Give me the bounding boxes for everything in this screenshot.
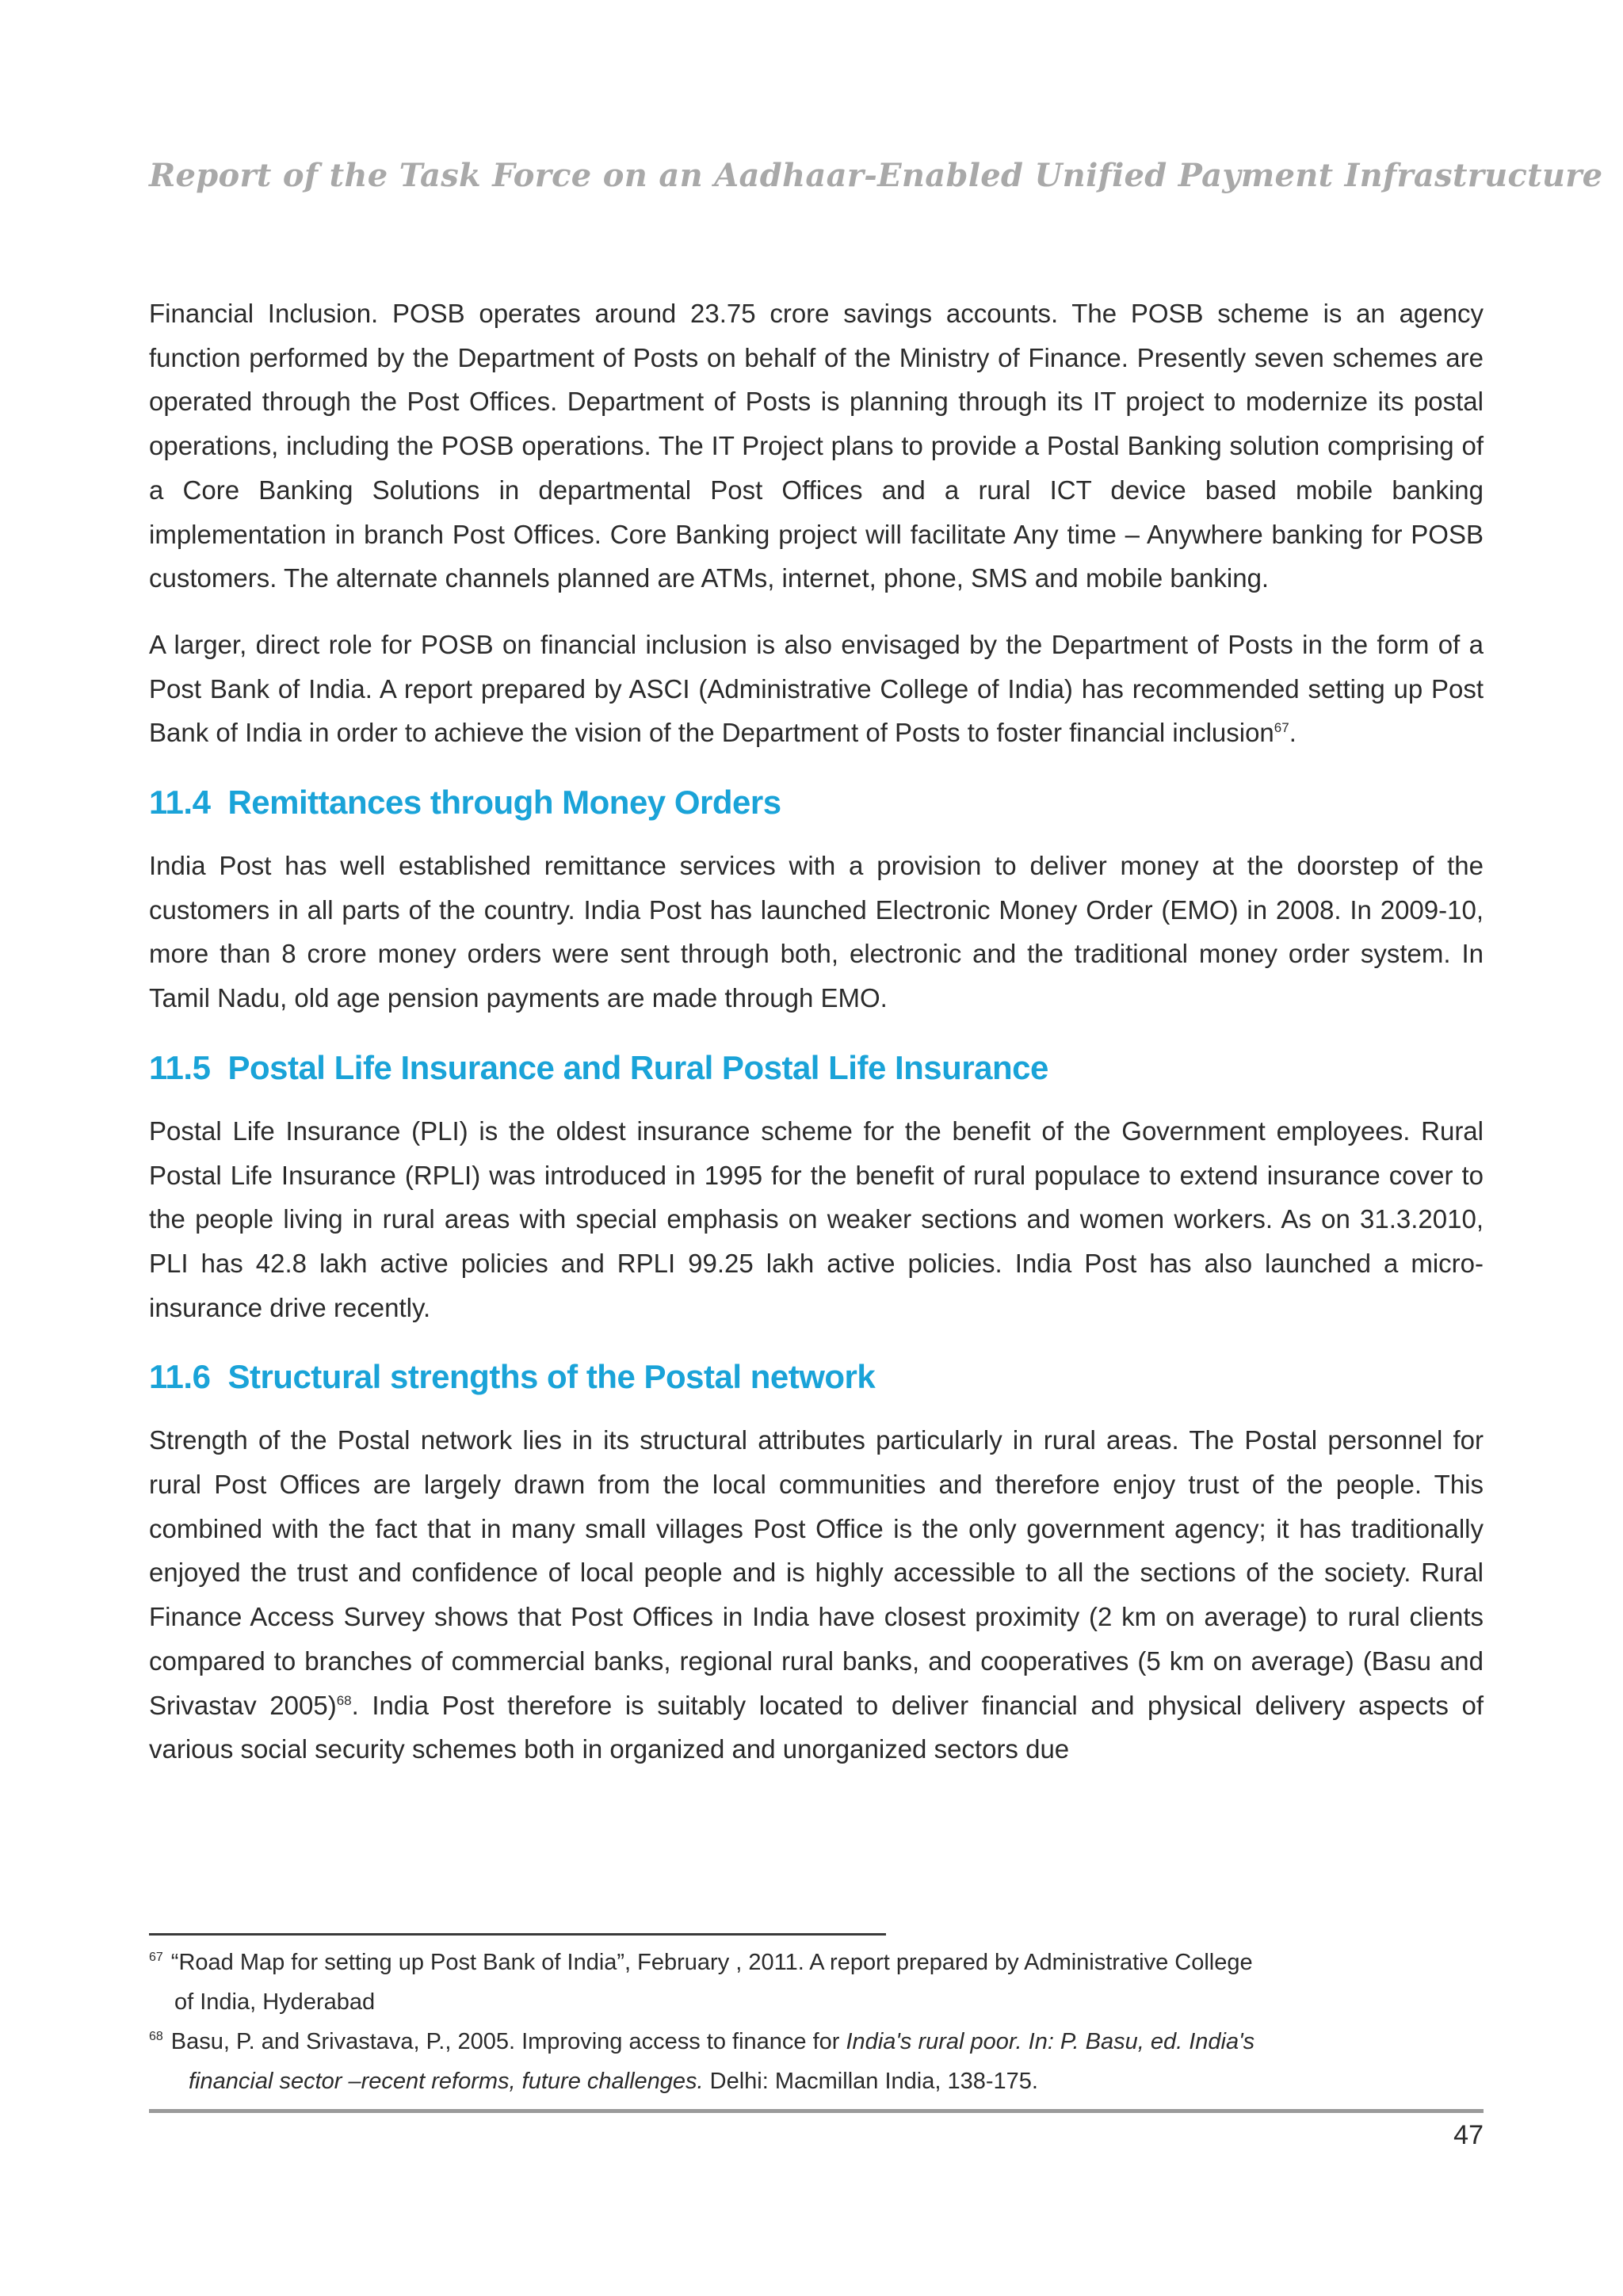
footnote-line (149, 2022, 1484, 2061)
footnote-italic-text: India's rural poor. In: P. Basu, ed. India's (846, 2029, 1255, 2054)
paragraph-post-bank-of-india (149, 623, 1484, 755)
footnote-67 (149, 1943, 1484, 2022)
paragraph-life-insurance: Postal Life Insurance (PLI) is the oldest insurance scheme for the benefit of the Government employees. Rural Postal Life Insurance (RPLI) was introduced in 1995 for the benefit of rural populace to extend insurance cover to the people living in rural areas with special emphasis on weaker sections and women workers. As on 31.3.2010, PLI has 42.8 lakh active policies and RPLI 99.25 lakh active policies. India Post has also launched a micro-insurance drive recently. (149, 1116, 1484, 1322)
footnote-mark: 67 (149, 1951, 163, 1965)
paragraph-text: A larger, direct role for POSB on financial inclusion is also envisaged by the Department of Posts in the form of a Post Bank of India. A report prepared by ASCI (Administrative College of India) has recommended setting up Post Bank of India in order to achieve the vision of the Department of Posts to foster financial inclusion (149, 629, 1484, 748)
paragraph-structural-strengths (149, 1418, 1484, 1772)
paragraph-end: . (1289, 718, 1296, 748)
section-title: Structural strengths of the Postal network (227, 1358, 876, 1396)
footnote-text: Basu, P. and Srivastava, P., 2005. Improving access to finance for (170, 2029, 846, 2054)
section-number: 11.5 (149, 1048, 211, 1086)
running-header: Report of the Task Force on an Aadhaar-Enabled Unified Payment Infrastructure (149, 157, 1603, 194)
section-title: Postal Life Insurance and Rural Postal Life Insurance (227, 1048, 1048, 1086)
section-title: Remittances through Money Orders (227, 784, 781, 822)
footnote-line: of India, Hyderabad (174, 1989, 376, 2015)
footnote-68 (149, 2022, 1484, 2101)
section-number: 11.4 (149, 784, 211, 822)
section-heading-11-6 (149, 1352, 1484, 1402)
footnote-text: “Road Map for setting up Post Bank of India”, February , 2011. A report prepared by Administrative College (170, 1950, 1253, 1975)
section-heading-11-5 (149, 1043, 1484, 1093)
paragraph-posb-operations: Financial Inclusion. POSB operates around 23.75 crore savings accounts. The POSB scheme is an agency function performed by the Department of Posts on behalf of the Ministry of Finance. Presently seven schemes are operated through the Post Offices. Department of Posts is planning through its IT project to modernize its postal operations, including the POSB operations. The IT Project plans to provide a Postal Banking solution comprising of a Core Banking Solutions in departmental Post Offices and a rural ICT device based mobile banking implementation in branch Post Offices. Core Banking project will facilitate Any time – Anywhere banking for POSB customers. The alternate channels planned are ATMs, internet, phone, SMS and mobile banking. (149, 299, 1484, 593)
section-number: 11.6 (149, 1358, 211, 1396)
page-footer-rule (149, 2109, 1484, 2113)
footnote-ref-68[interactable]: 68 (336, 1692, 352, 1708)
paragraph-remittances: India Post has well established remittance services with a provision to deliver money at the doorstep of the customers in all parts of the country. India Post has launched Electronic Money Order (EMO) in 2008. In 2009-10, more than 8 crore money orders were sent through both, electronic and the traditional money order system. In Tamil Nadu, old age pension payments are made through EMO. (149, 851, 1484, 1013)
footnote-line (149, 1943, 1484, 1982)
document-page (149, 0, 1603, 2296)
footnotes (149, 1943, 1484, 2101)
paragraph-text: Strength of the Postal network lies in its structural attributes particularly in rural areas. The Postal personnel for rural Post Offices are largely drawn from the local communities and therefore enjoy trust of the people. This combined with the fact that in many small villages Post Office is the only government agency; it has traditionally enjoyed the trust and confidence of local people and is highly accessible to all the sections of the society. Rural Finance Access Survey shows that Post Offices in India have closest proximity (2 km on average) to rural clients compared to branches of commercial banks, regional rural banks, and cooperatives (5 km on average) (Basu and Srivastav 2005) (149, 1425, 1484, 1720)
footnote-divider (149, 1933, 886, 1936)
paragraph-continued: . India Post therefore is suitably located to deliver financial and physical delivery aspects of various social security schemes both in organized and unorganized sectors due (149, 1690, 1484, 1764)
page-number: 47 (1453, 2120, 1484, 2150)
footnote-line (149, 2061, 1484, 2101)
footnote-ref-67[interactable]: 67 (1274, 720, 1289, 736)
body-text (149, 292, 1484, 1794)
footnote-italic-text: financial sector –recent reforms, future challenges. (189, 2069, 704, 2094)
footnote-text: Delhi: Macmillan India, 138-175. (703, 2069, 1038, 2094)
footnote-mark: 68 (149, 2030, 163, 2044)
section-heading-11-4 (149, 777, 1484, 828)
